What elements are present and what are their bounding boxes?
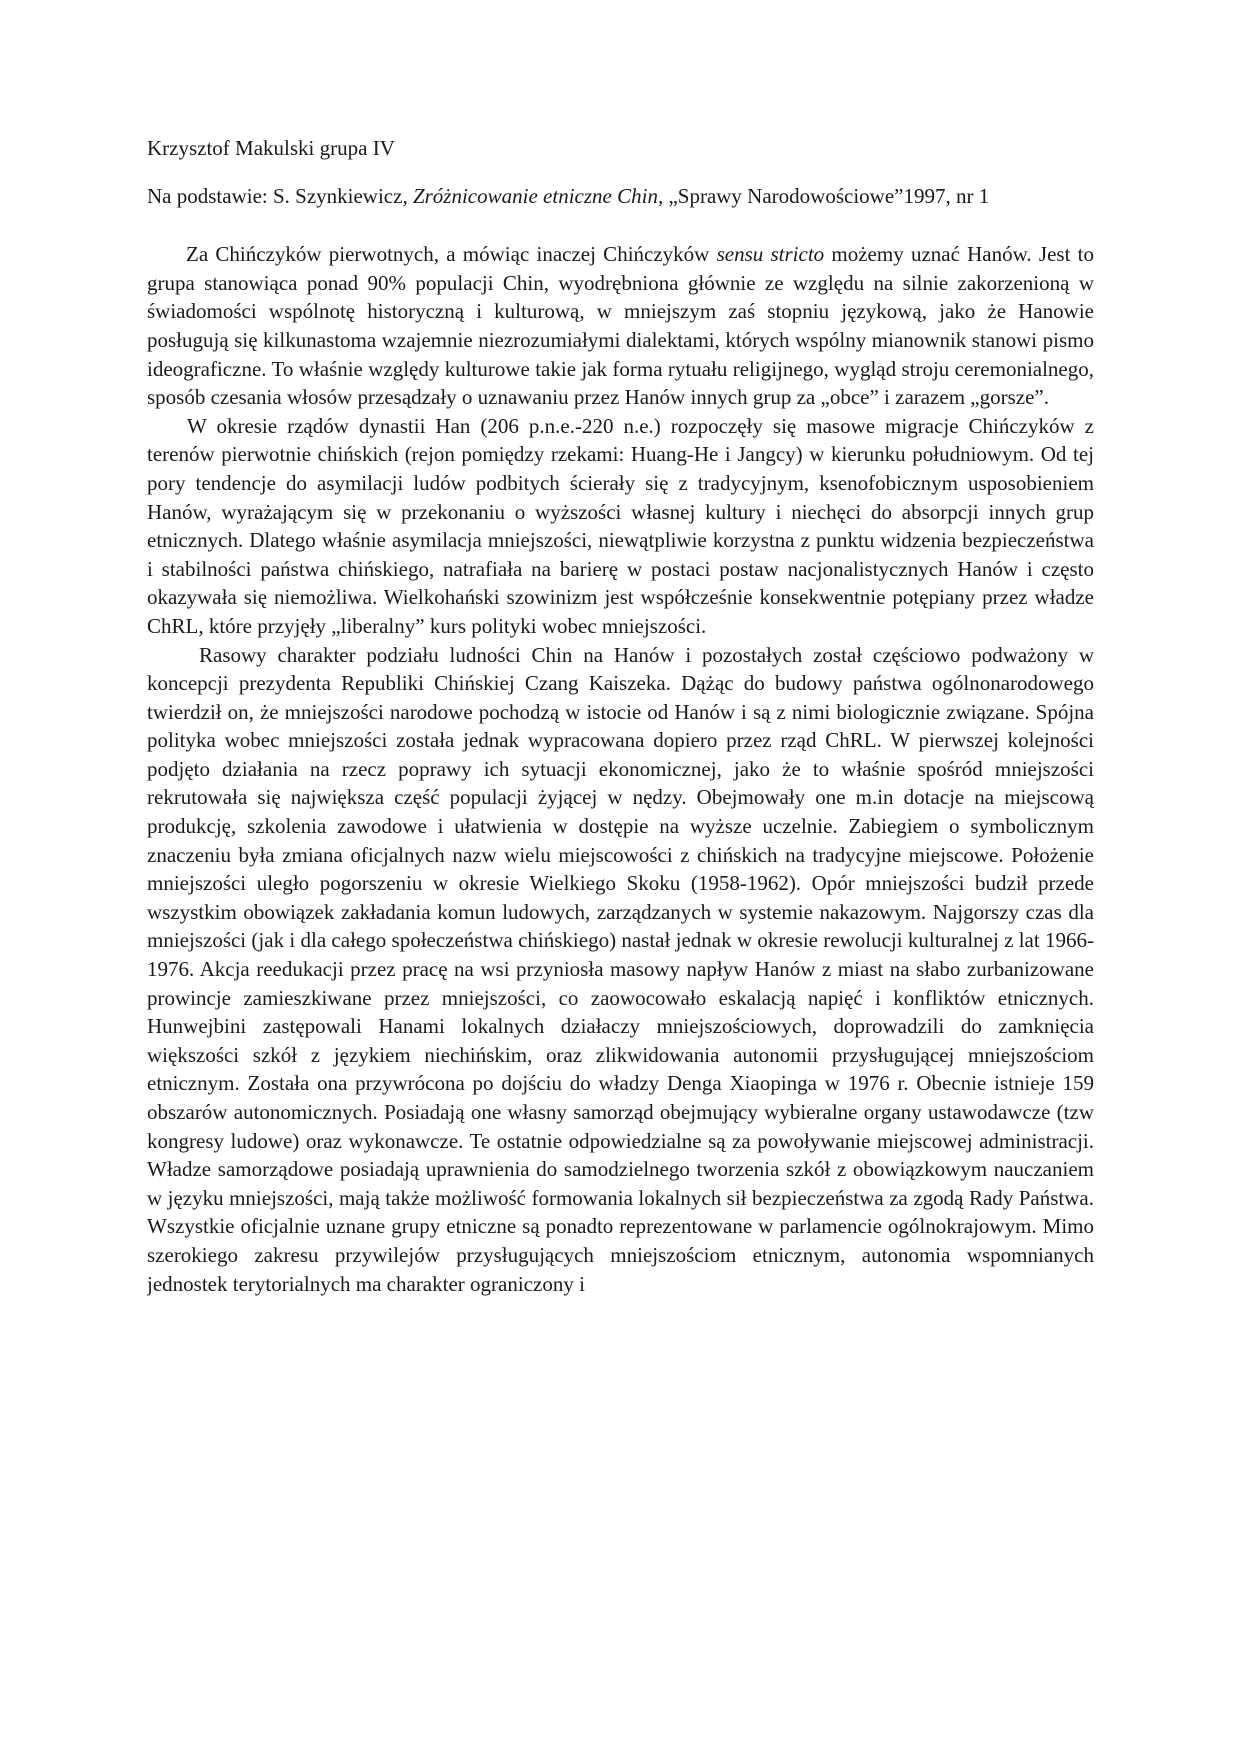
source-prefix: Na podstawie: S. Szynkiewicz,: [147, 183, 413, 208]
author-line: Krzysztof Makulski grupa IV: [147, 136, 395, 160]
paragraph-1: [147, 240, 1094, 412]
paragraph-2: W okresie rządów dynastii Han (206 p.n.e.-220 n.e.) rozpoczęły się masowe migracje Chińczyków z terenów pierwotnie chińskich (rejon pomiędzy rzekami: Huang-He i Jangcy) w kierunku południowym. Od tej pory tendencje do asymilacji ludów podbitych ścierały się z tradycyjnym, ksenofobicznym usposobieniem Hanów, wyrażającym się w przekonaniu o wyższości własnej kultury i niechęci do absorpcji innych grup etnicznych. Dlatego właśnie asymilacja mniejszości, niewątpliwie korzystna z punktu widzenia bezpieczeństwa i stabilności państwa chińskiego, natrafiała na barierę w postaci postaw nacjonalistycznych Hanów i często okazywała się niemożliwa. Wielkohański szowinizm jest współcześnie konsekwentnie potępiany przez władze ChRL, które przyjęły „liberalny” kurs polityki wobec mniejszości.: [147, 413, 1094, 638]
paragraph-1-rest: możemy uznać Hanów. Jest to grupa stanowiąca ponad 90% populacji Chin, wyodrębniona głównie ze względu na silnie zakorzenioną w świadomości wspólnotę historyczną i kulturową, w mniejszym zaś stopniu językową, jako że Hanowie posługują się kilkunastoma wzajemnie niezrozumiałymi dialektami, których wspólny mianownik stanowi pismo ideograficzne. To właśnie względy kulturowe takie jak forma rytuału religijnego, wygląd stroju ceremonialnego, sposób czesania włosów przesądzały o uznawaniu przez Hanów innych grup za „obce” i zarazem „gorsze”.: [147, 242, 1094, 410]
paragraph-1-lead: Za Chińczyków pierwotnych, a mówiąc inaczej Chińczyków: [186, 242, 717, 267]
paragraph-1-emphasis: sensu stricto: [716, 242, 825, 267]
source-title: Zróżnicowanie etniczne Chin,: [412, 183, 664, 208]
document-page: [147, 134, 1094, 1734]
paragraph-3: Rasowy charakter podziału ludności Chin na Hanów i pozostałych został częściowo podważony w koncepcji prezydenta Republiki Chińskiej Czang Kaiszeka. Dążąc do budowy państwa ogólnonarodowego twierdził on, że mniejszości narodowe pochodzą w istocie od Hanów i są z nimi biologicznie związane. Spójna polityka wobec mniejszości została jednak wypracowana dopiero przez rząd ChRL. W pierwszej kolejności podjęto działania na rzecz poprawy ich sytuacji ekonomicznej, jako że to właśnie spośród mniejszości rekrutowała się największa część populacji żyjącej w nędzy. Obejmowały one m.in dotacje na miejscową produkcję, szkolenia zawodowe i ułatwienia w dostępie na wyższe uczelnie. Zabiegiem o symbolicznym znaczeniu była zmiana oficjalnych nazw wielu miejscowości z chińskich na tradycyjne miejscowe. Położenie mniejszości uległo pogorszeniu w okresie Wielkiego Skoku (1958-1962). Opór mniejszości budził przede wszystkim obowiązek zakładania komun ludowych, zarządzanych w systemie nakazowym. Najgorszy czas dla mniejszości (jak i dla całego społeczeństwa chińskiego) nastał jednak w okresie rewolucji kulturalnej z lat 1966-1976. Akcja reedukacji przez pracę na wsi przyniosła masowy napływ Hanów z miast na słabo zurbanizowane prowincje zamieszkiwane przez mniejszości, co zaowocowało eskalacją napięć i konfliktów etnicznych. Hunwejbini zastępowali Hanami lokalnych działaczy mniejszościowych, doprowadzili do zamknięcia większości szkół z językiem niechińskim, oraz zlikwidowania autonomii przysługującej mniejszościom etnicznym. Została ona przywrócona po dojściu do władzy Denga Xiaopinga w 1976 r. Obecnie istnieje 159 obszarów autonomicznych. Posiadają one własny samorząd obejmujący wybieralne organy ustawodawcze (tzw kongresy ludowe) oraz wykonawcze. Te ostatnie odpowiedzialne są za powoływanie miejscowej administracji. Władze samorządowe posiadają uprawnienia do samodzielnego tworzenia szkół z obowiązkowym nauczaniem w języku mniejszości, mają także możliwość formowania lokalnych sił bezpieczeństwa za zgodą Rady Państwa. Wszystkie oficjalnie uznane grupy etniczne są ponadto reprezentowane w parlamencie ogólnokrajowym. Mimo szerokiego zakresu przywilejów przysługujących mniejszościom etnicznym, autonomia wspomnianych jednostek terytorialnych ma charakter ograniczony i: [147, 642, 1094, 1296]
source-suffix: „Sprawy Narodowościowe”1997, nr 1: [663, 183, 990, 208]
source-citation: [147, 182, 1094, 211]
